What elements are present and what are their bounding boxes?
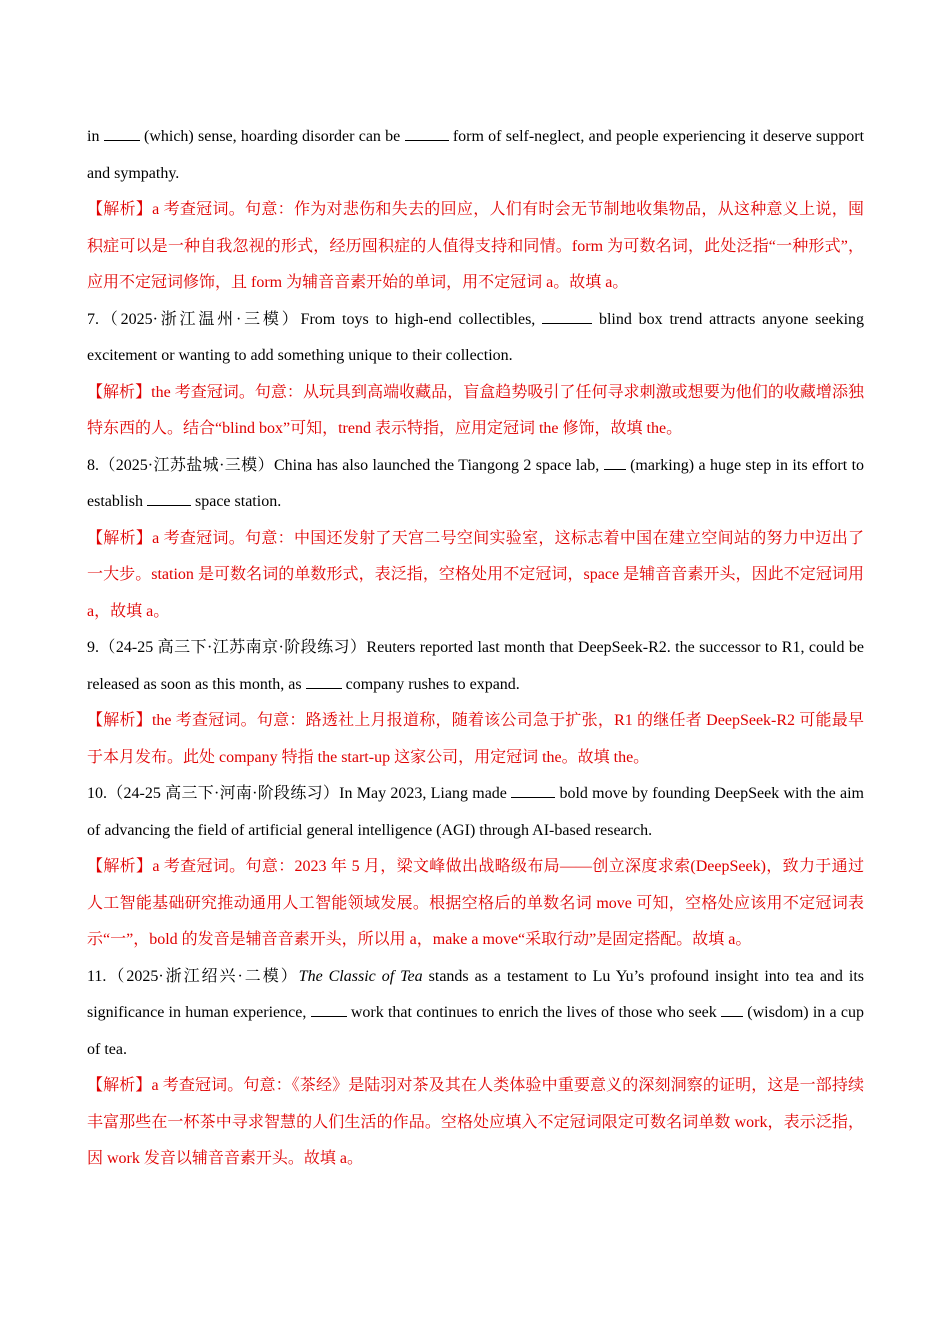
- question-text: Reuters reported last month that DeepSeek-R2. the successor to R1, could be released as soon as this month, as: [87, 639, 864, 693]
- question-text: (which) sense, hoarding disorder can be: [143, 128, 401, 145]
- answer-blank: [511, 783, 555, 798]
- analysis-8: 【解析】a 考查冠词。句意：中国还发射了天宫二号空间实验室，这标志着中国在建立空间站的努力中迈出了一大步。station 是可数名词的单数形式，表泛指，空格处用不定冠词，space 是辅音音素开头，因此不定冠词用 a，故填 a。: [87, 529, 864, 620]
- question-text: space station.: [195, 493, 282, 510]
- analysis-11: 【解析】a 考查冠词。句意：《茶经》是陆羽对茶及其在人类体验中重要意义的深刻洞察的证明，这是一部持续丰富那些在一杯茶中寻求智慧的人们生活的作品。空格处应填入不定冠词限定可数名词单数 work，表示泛指，因 work 发音以辅音音素开头。故填 a。: [87, 1077, 864, 1167]
- question-source: （2025·浙江温州·三模）: [99, 310, 301, 328]
- question-10: [87, 776, 864, 849]
- question-number: 7.: [87, 310, 99, 328]
- question-11: [87, 959, 864, 1069]
- question-text: form of self-neglect, and people experiencing it deserve support and sympathy.: [87, 128, 865, 182]
- answer-blank: [604, 455, 626, 470]
- analysis-6: 【解析】a 考查冠词。句意：作为对悲伤和失去的回应，人们有时会无节制地收集物品，从这种意义上说，囤积症可以是一种自我忽视的形式，经历囤积症的人值得支持和同情。form 为可数名词，此处泛指“一种形式”，应用不定冠词修饰，且 form 为辅音音素开始的单词，用不定冠词 a。故填 a。: [87, 201, 864, 291]
- question-text: From toys to high-end collectibles,: [300, 310, 536, 328]
- question-9: [87, 630, 864, 703]
- question-source: （24-25 高三下·江苏南京·阶段练习）: [99, 639, 367, 656]
- question-text: blind box trend attracts anyone seeking excitement or wanting to add something unique to their collection.: [87, 310, 865, 364]
- answer-blank: [311, 1002, 347, 1017]
- answer-blank: [147, 491, 191, 506]
- question-text: (marking) a huge step in its effort to establish: [87, 456, 865, 510]
- question-number: 8.: [87, 456, 99, 474]
- question-number: 11.: [87, 967, 107, 985]
- question-7: [87, 302, 864, 375]
- question-source: （2025·浙江绍兴·二模）: [106, 967, 299, 985]
- question-text: (wisdom) in a cup of tea.: [87, 1004, 865, 1058]
- answer-blank: [405, 126, 449, 141]
- analysis-10: 【解析】a 考查冠词。句意：2023 年 5 月，梁文峰做出战略级布局——创立深度求索(DeepSeek)，致力于通过人工智能基础研究推动通用人工智能领域发展。根据空格后的单数名词 move 可知，空格处应该用不定冠词表示“一”，bold 的发音是辅音音素开头，所以用 a，make a move“采取行动”是固定搭配。故填 a。: [87, 858, 864, 948]
- answer-blank: [542, 309, 592, 324]
- question-text: In May 2023, Liang made: [339, 785, 507, 802]
- question-number: 10.: [87, 785, 107, 802]
- question-text: company rushes to expand.: [345, 675, 520, 693]
- question-text: in: [87, 128, 100, 145]
- analysis-7: 【解析】the 考查冠词。句意：从玩具到高端收藏品，盲盒趋势吸引了任何寻求刺激或想要为他们的收藏增添独特东西的人。结合“blind box”可知，trend 表示特指，应用定冠词 the 修饰，故填 the。: [87, 383, 864, 437]
- question-text: work that continues to enrich the lives of those who seek: [350, 1004, 717, 1021]
- question-text: stands as a testament to Lu Yu’s profound insight into tea and its significance in human experience,: [87, 967, 865, 1021]
- question-6-continuation: [87, 119, 864, 192]
- answer-blank: [104, 126, 140, 141]
- document-page: [87, 119, 864, 1178]
- book-title: The Classic of Tea: [298, 967, 423, 985]
- answer-blank: [306, 674, 342, 689]
- question-source: （24-25 高三下·河南·阶段练习）: [107, 785, 340, 802]
- question-number: 9.: [87, 639, 99, 656]
- question-8: [87, 448, 864, 521]
- answer-blank: [721, 1002, 743, 1017]
- analysis-9: 【解析】the 考查冠词。句意：路透社上月报道称，随着该公司急于扩张，R1 的继任者 DeepSeek-R2 可能最早于本月发布。此处 company 特指 the start-up 这家公司，用定冠词 the。故填 the。: [87, 712, 864, 766]
- question-source: （2025·江苏盐城·三模）: [99, 456, 274, 474]
- question-text: China has also launched the Tiangong 2 space lab,: [273, 456, 600, 474]
- question-text: bold move by founding DeepSeek with the aim of advancing the field of artificial general intelligence (AGI) through AI-based research.: [87, 785, 865, 839]
